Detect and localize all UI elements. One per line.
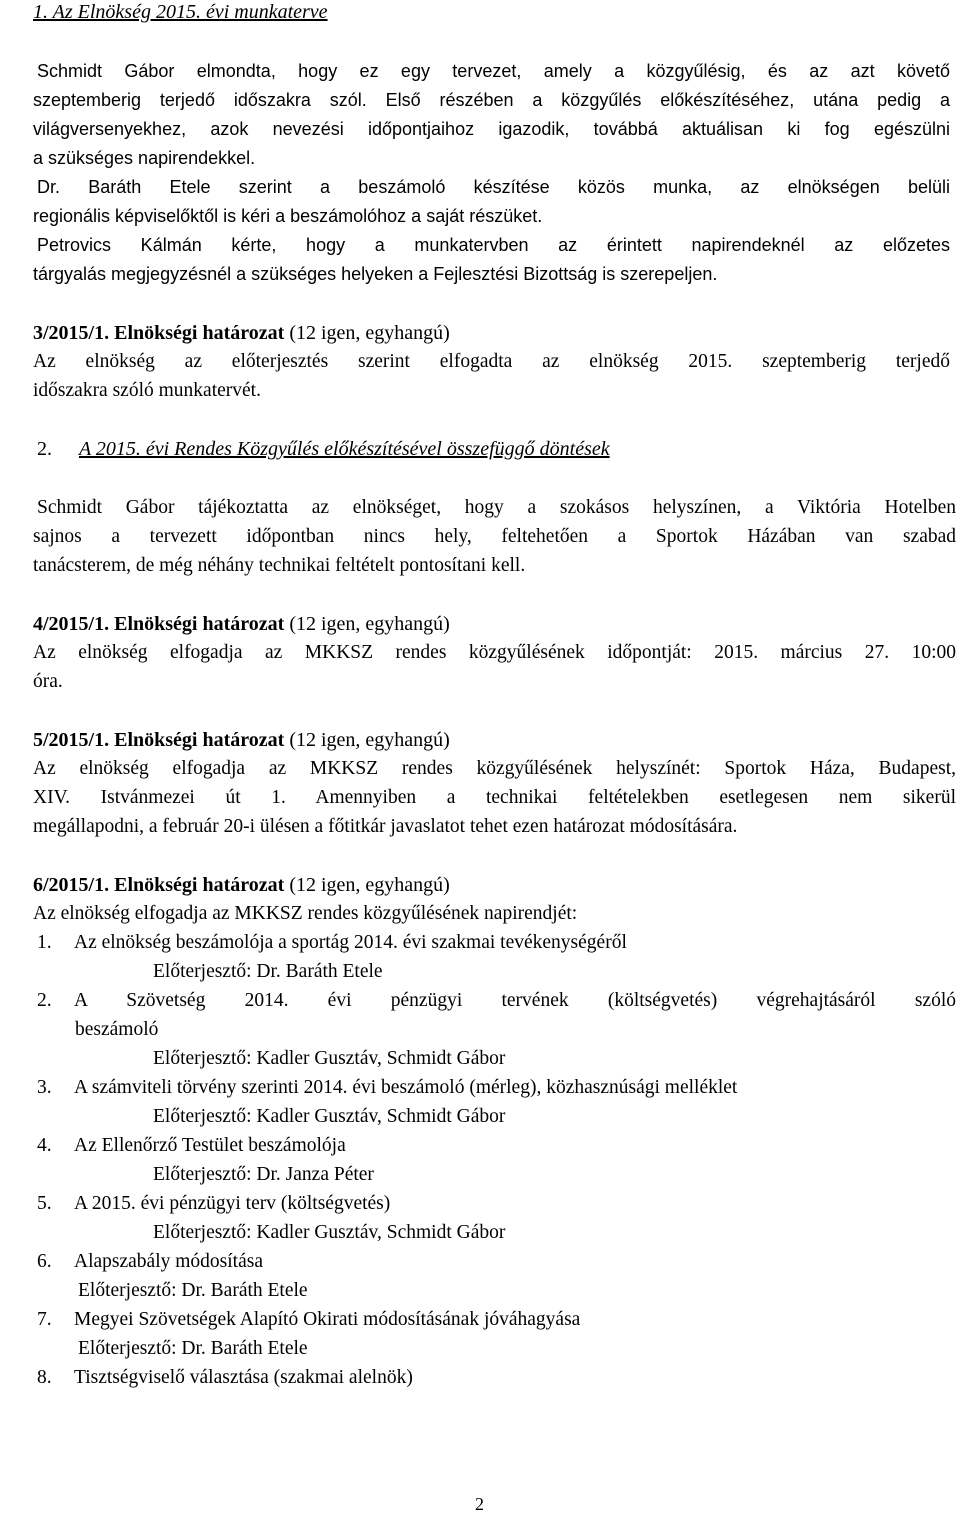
resolution4-line2: óra. — [33, 671, 63, 692]
s2-p1-line2: sajnos a tervezett időpontban nincs hely, feltehetően a Sportok Házában van szabad — [33, 526, 956, 547]
s2-p1-line3: tanácsterem, de még néhány technikai feltételt pontosítani kell. — [33, 555, 526, 576]
page-number: 2 — [475, 1494, 484, 1514]
agenda-item-3-presenter: Előterjesztő: Kadler Gusztáv, Schmidt Gábor — [153, 1106, 506, 1127]
agenda-item-1-title: Az elnökség beszámolója a sportág 2014. évi szakmai tevékenységéről — [74, 932, 627, 953]
resolution5-vote: (12 igen, egyhangú) — [289, 729, 450, 751]
agenda-item-8-title: Tisztségviselő választása (szakmai alelnök) — [74, 1367, 413, 1388]
agenda-item-5-presenter: Előterjesztő: Kadler Gusztáv, Schmidt Gábor — [153, 1222, 506, 1243]
resolution5-title: Elnökségi határozat — [114, 729, 285, 751]
resolution6-vote: (12 igen, egyhangú) — [289, 874, 450, 896]
resolution3-vote: (12 igen, egyhangú) — [289, 322, 450, 344]
agenda-item-1: 1. Az elnökség beszámolója a sportág 2014. évi szakmai tevékenységéről — [37, 932, 627, 953]
agenda-item-2-presenter: Előterjesztő: Kadler Gusztáv, Schmidt Gábor — [153, 1048, 506, 1069]
agenda-item-5: 5. A 2015. évi pénzügyi terv (költségvetés) — [37, 1193, 391, 1214]
agenda-item-4-title: Az Ellenőrző Testület beszámolója — [74, 1135, 346, 1156]
resolution6-number: 6/2015/1. — [33, 874, 110, 896]
s2-p1-line1: Schmidt Gábor tájékoztatta az elnökséget, hogy a szokásos helyszínen, a Viktória Hotelben — [37, 497, 956, 518]
resolution3-line1: Az elnökség az előterjesztés szerint elfogadta az elnökség 2015. szeptemberig terjedő — [33, 351, 950, 372]
resolution5-number: 5/2015/1. — [33, 729, 110, 751]
resolution3-header — [33, 323, 952, 343]
resolution5-line3: megállapodni, a február 20-i ülésen a főtitkár javaslatot tehet ezen határozat módosítására. — [33, 816, 738, 837]
agenda-item-8: 8. Tisztségviselő választása (szakmai alelnök) — [37, 1367, 413, 1388]
s1-p3-line2: tárgyalás megjegyzésnél a szükséges helyeken a Fejlesztési Bizottság is szerepeljen. — [33, 264, 718, 284]
s1-p3-line1: Petrovics Kálmán kérte, hogy a munkatervben az érintett napirendeknél az előzetes — [37, 235, 950, 255]
resolution6-header — [33, 875, 952, 895]
resolution4-number: 4/2015/1. — [33, 613, 110, 635]
agenda-item-3-title: A számviteli törvény szerinti 2014. évi beszámoló (mérleg), közhasznúsági melléklet — [74, 1077, 738, 1098]
s1-p2-line1: Dr. Baráth Etele szerint a beszámoló készítése közös munka, az elnökségen belüli — [37, 177, 950, 197]
resolution3-title: Elnökségi határozat — [114, 322, 285, 344]
resolution6-title: Elnökségi határozat — [114, 874, 285, 896]
agenda-item-2-title2: beszámoló — [75, 1019, 159, 1040]
agenda-item-6-presenter: Előterjesztő: Dr. Baráth Etele — [78, 1280, 308, 1301]
agenda-item-7-presenter: Előterjesztő: Dr. Baráth Etele — [78, 1338, 308, 1359]
resolution4-title: Elnökségi határozat — [114, 613, 285, 635]
s1-p1-line2: szeptemberig terjedő időszakra szól. Első részében a közgyűlés előkészítéséhez, utána pedig a — [33, 90, 950, 110]
section2-heading-number: 2. — [37, 438, 52, 460]
resolution5-line1: Az elnökség elfogadja az MKKSZ rendes közgyűlésének helyszínét: Sportok Háza, Budapest, — [33, 758, 956, 779]
section2-heading: A 2015. évi Rendes Közgyűlés előkészítésével összefüggő döntések — [79, 438, 610, 460]
agenda-item-7-title: Megyei Szövetségek Alapító Okirati módosításának jóváhagyása — [74, 1309, 581, 1330]
section2-heading-row — [37, 439, 952, 459]
agenda-item-2: 2. A Szövetség 2014. évi pénzügyi tervének (költségvetés) végrehajtásáról szóló — [37, 990, 956, 1011]
resolution6-intro: Az elnökség elfogadja az MKKSZ rendes közgyűlésének napirendjét: — [33, 903, 578, 924]
resolution3-number: 3/2015/1. — [33, 322, 110, 344]
s1-p2-line2: regionális képviselőktől is kéri a beszámolóhoz a saját részüket. — [33, 206, 543, 226]
s1-p1-line1: Schmidt Gábor elmondta, hogy ez egy tervezet, amely a közgyűlésig, és az azt követő — [37, 61, 950, 81]
resolution4-line1: Az elnökség elfogadja az MKKSZ rendes közgyűlésének időpontját: 2015. március 27. 10:00 — [33, 642, 956, 663]
agenda-item-5-title: A 2015. évi pénzügyi terv (költségvetés) — [74, 1193, 391, 1214]
resolution3-line2: időszakra szóló munkatervét. — [33, 380, 261, 401]
resolution5-header — [33, 730, 952, 750]
s1-p1-line3: világversenyekhez, azok nevezési időpontjaihoz igazodik, továbbá aktuálisan ki fog egészülni — [33, 119, 950, 139]
agenda-item-2-title: A Szövetség 2014. évi pénzügyi tervének (költségvetés) végrehajtásáról szóló — [74, 990, 956, 1011]
agenda-item-1-presenter: Előterjesztő: Dr. Baráth Etele — [153, 961, 383, 982]
resolution4-vote: (12 igen, egyhangú) — [289, 613, 450, 635]
section1-heading: 1. Az Elnökség 2015. évi munkaterve — [33, 1, 328, 23]
s1-p1-line4: a szükséges napirendekkel. — [33, 148, 256, 168]
agenda-item-6: 6. Alapszabály módosítása — [37, 1251, 263, 1272]
agenda-item-4-presenter: Előterjesztő: Dr. Janza Péter — [153, 1164, 374, 1185]
agenda-item-6-title: Alapszabály módosítása — [74, 1251, 263, 1272]
resolution5-line2: XIV. Istvánmezei út 1. Amennyiben a technikai feltételekben esetlegesen nem sikerül — [33, 787, 956, 808]
resolution4-header — [33, 614, 952, 634]
agenda-item-7: 7. Megyei Szövetségek Alapító Okirati módosításának jóváhagyása — [37, 1309, 581, 1330]
agenda-item-4: 4. Az Ellenőrző Testület beszámolója — [37, 1135, 346, 1156]
agenda-item-3: 3. A számviteli törvény szerinti 2014. évi beszámoló (mérleg), közhasznúsági melléklet — [37, 1077, 738, 1098]
